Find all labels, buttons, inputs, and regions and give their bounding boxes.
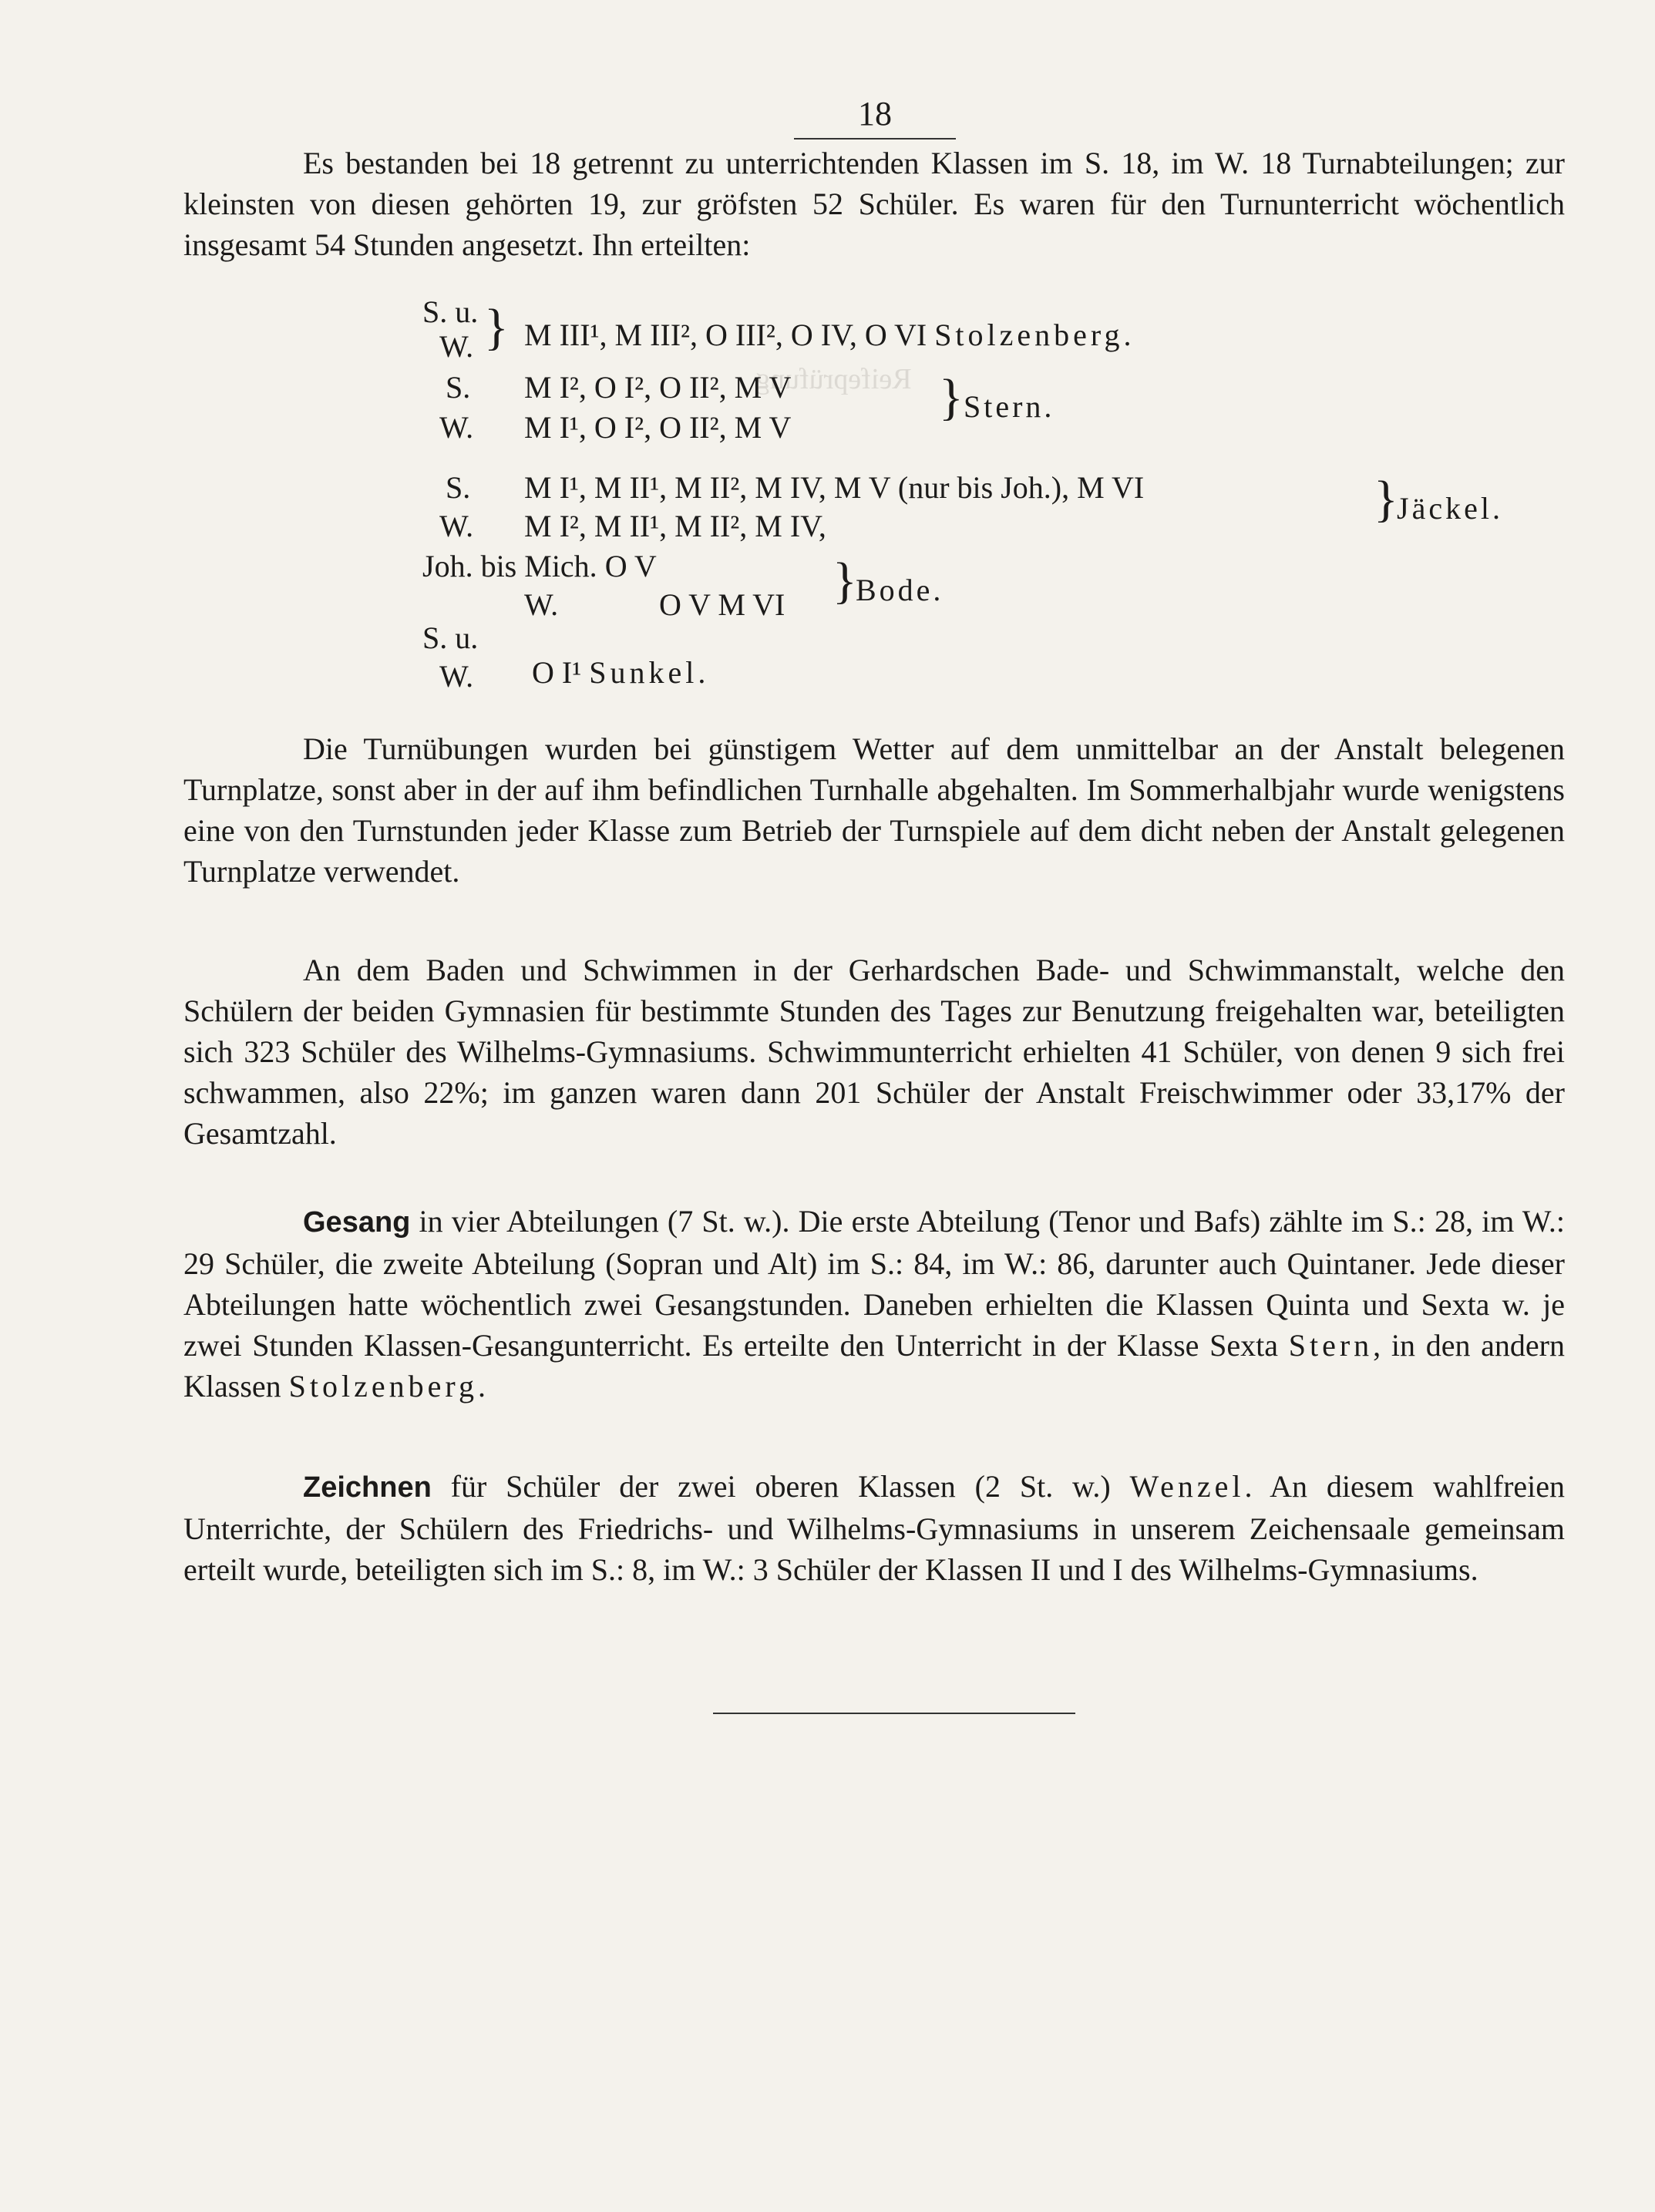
gesang-paragraph: Gesang in vier Abteilungen (7 St. w.). Die erste Abteilung (Tenor und Bafs) zählte im S.: 28, im W.: 29 Schüler, die zweite Abteilung (Sopran und Alt) im S.: 84, im W.: 86, darunter auch Quintaner. Jede dieser Abteilungen hatte wöchentlich zwei Gesangstunden. Daneben erhielten die Klassen Quinta und Sexta w. je zwei Stunden Klassen-Gesangunterricht. Es erteilte den Unterricht in der Klasse Sexta Stern, in den andern Klassen Stolzenberg.	[183, 1204, 1566, 1404]
schedule-label-w: W.	[524, 587, 559, 622]
page-number: 18	[794, 94, 956, 140]
swim-paragraph: An dem Baden und Schwimmen in der Gerhardschen Bade- und Schwimmanstalt, welche den Schülern der beiden Gymnasien für bestimmte Stunden des Tages zur Benutzung freigehalten war, beteiligten sich 323 Schüler des Wilhelms-Gymnasiums. Schwimmunterricht erhielten 41 Schüler, von denen 9 sich frei schwammen, also 22%; im ganzen waren dann 201 Schüler der Anstalt Freischwimmer oder 33,17% der Gesamtzahl.	[183, 953, 1565, 1151]
teacher-name: Stolzenberg	[288, 1369, 478, 1404]
schedule-classes: M I², O I², O II², M V	[524, 370, 792, 405]
schedule-classes: M I², M II¹, M II², M IV,	[524, 509, 826, 543]
intro-paragraph: Es bestanden bei 18 getrennt zu unterrichtenden Klassen im S. 18, im W. 18 Turnabteilungen; zur kleinsten von diesen gehörten 19, zur gröfsten 52 Schüler. Es waren für den Turnunterricht wöchentlich insgesamt 54 Stunden angesetzt. Ihn erteilten:	[183, 146, 1565, 262]
teacher-name: Stern	[1288, 1328, 1374, 1363]
schedule-label-su: S. u.	[422, 620, 479, 655]
bleed-through-text: Reifeprüfung	[755, 363, 912, 395]
zeichnen-paragraph: Zeichnen für Schüler der zwei oberen Klassen (2 St. w.) Wenzel. An diesem wahlfreien Unterrichte, der Schülern des Friedrichs- und Wilhelms-Gymnasiums in unserem Zeichensaale gemeinsam erteilt wurde, beteiligten sich im S.: 8, im W.: 3 Schüler der Klassen II und I des Wilhelms-Gymnasiums.	[183, 1469, 1566, 1587]
brace: }	[833, 553, 857, 609]
schedule-classes: O I¹ Sunkel.	[532, 655, 710, 690]
teacher-name: Jäckel.	[1397, 491, 1503, 526]
teacher-name: Sunkel.	[589, 655, 710, 690]
brace: }	[484, 299, 509, 355]
schedule-label-joh: Joh. bis Mich. O V	[422, 549, 657, 583]
section-heading: Gesang	[303, 1206, 411, 1239]
schedule-label-w: W.	[439, 329, 474, 364]
schedule-label-w: W.	[439, 659, 474, 694]
schedule-label-s: S.	[446, 370, 471, 405]
section-heading: Zeichnen	[303, 1471, 432, 1504]
schedule-label-s: S.	[446, 470, 471, 505]
section-divider	[713, 1713, 1075, 1714]
schedule-classes: M III¹, M III², O III², O IV, O VI Stolzenberg.	[524, 318, 1135, 352]
schedule-classes: M I¹, O I², O II², M V	[524, 410, 792, 445]
teacher-name: Wenzel	[1129, 1469, 1245, 1504]
schedule-label-w: W.	[439, 509, 474, 543]
brace: }	[939, 369, 964, 425]
schedule-classes: O V M VI	[659, 587, 785, 622]
schedule-classes: M I¹, M II¹, M II², M IV, M V (nur bis Joh.), M VI	[524, 470, 1145, 505]
teacher-name: Stolzenberg.	[934, 318, 1135, 352]
schedule-label-su: S. u.	[422, 294, 479, 329]
brace: }	[1374, 471, 1398, 527]
teacher-name: Stern.	[964, 389, 1055, 424]
schedule-label-w: W.	[439, 410, 474, 445]
turn-paragraph: Die Turnübungen wurden bei günstigem Wetter auf dem unmittelbar an der Anstalt belegenen Turnplatze, sonst aber in der auf ihm befindlichen Turnhalle abgehalten. Im Sommerhalbjahr wurde wenigstens eine von den Turnstunden jeder Klasse zum Betrieb der Turnspiele auf dem dicht neben der Anstalt gelegenen Turnplatze verwendet.	[183, 731, 1565, 889]
teacher-name: Bode.	[856, 573, 944, 607]
